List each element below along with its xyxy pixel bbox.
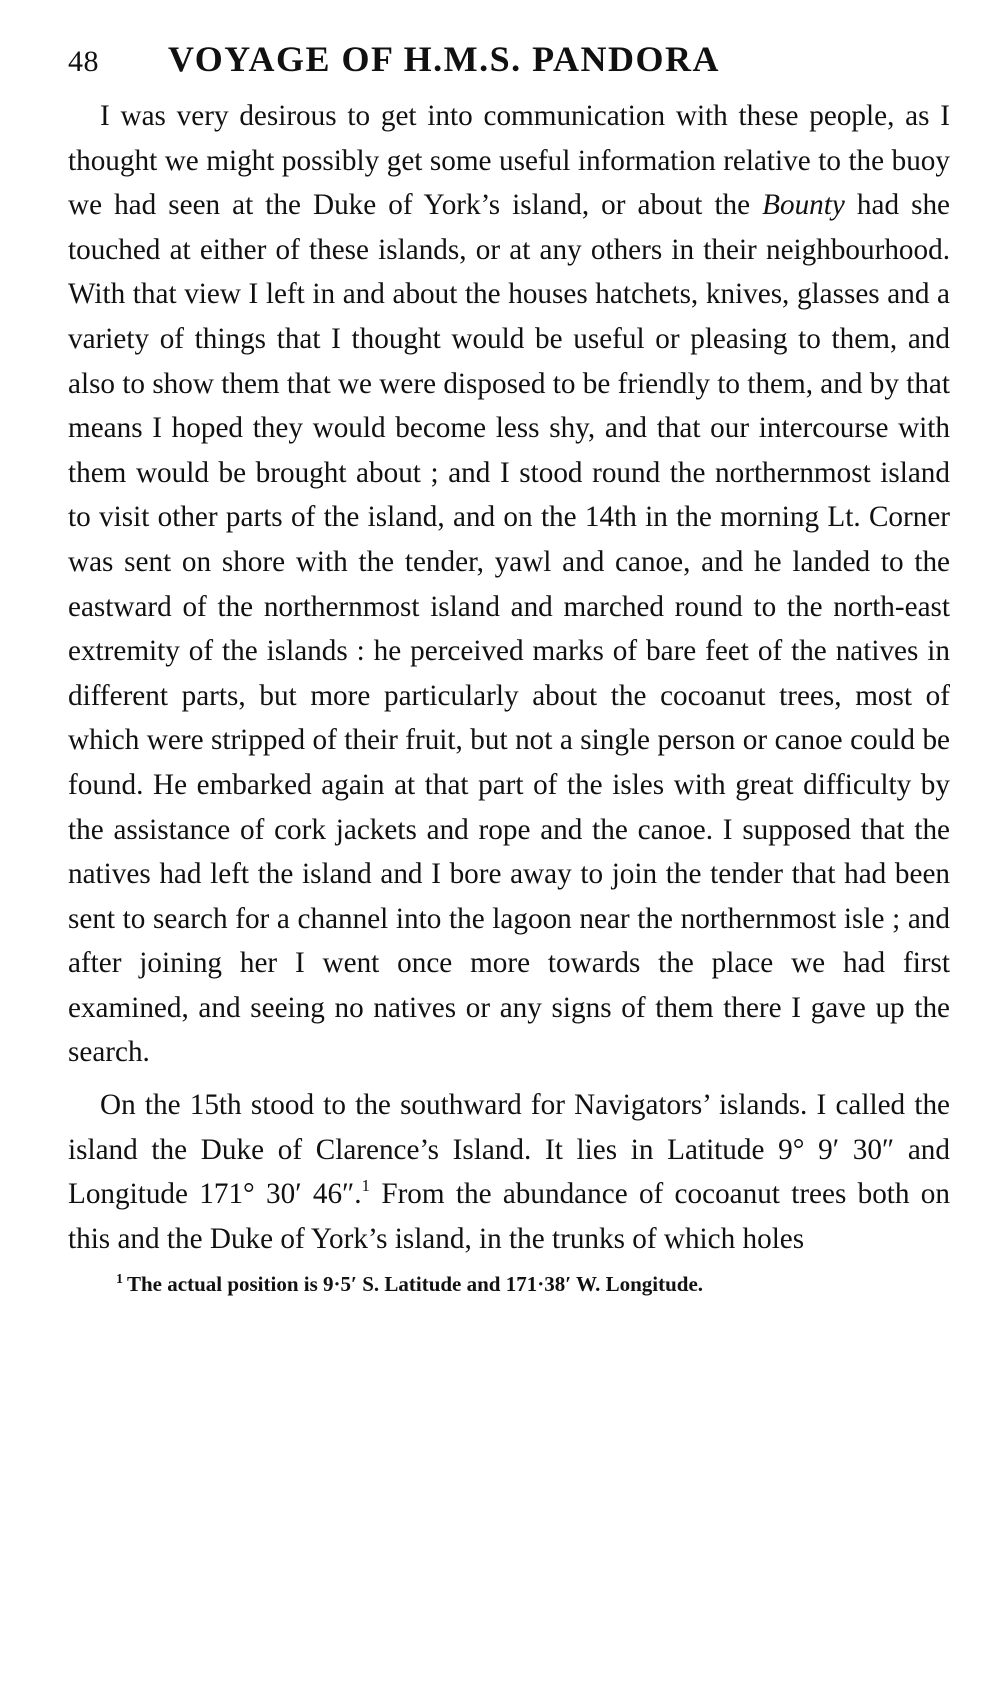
paragraph-2-text-b: From the abundance of cocoanut trees both on this and the Duke of York’s island, in the trunks of which holes [68,1178,950,1255]
paragraph-1-text-b: had she touched at either of these islands, or at any others in their neighbourhood. With that view I left in and about the houses hatchets, knives, glasses and a variety of things that I thought would be useful or pleasing to them, and also to show them that we were disposed to be friendly to them, and by that means I hoped they would become less shy, and that our intercourse with them would be brought about ; and I stood round the northernmost island to visit other parts of the island, and on the 14th in the morning Lt. Corner was sent on shore with the tender, yawl and canoe, and he landed to the eastward of the northernmost island and marched round to the north-east extremity of the islands : he perceived marks of bare feet of the natives in different parts, but more particularly about the cocoanut trees, most of which were stripped of their fruit, but not a single person or canoe could be found. He embarked again at that part of the isles with great difficulty by the assistance of cork jackets and rope and the canoe. I supposed that the natives had left the island and I bore away to join the tender that had been sent to search for a channel into the lagoon near the northernmost isle ; and after joining her I went once more towards the place we had first examined, and seeing no natives or any signs of them there I gave up the search. [68,189,950,1069]
footnote-marker: 1 [116,1272,123,1288]
footnote-text: The actual position is 9·5′ S. Latitude and 171·38′ W. Longitude. [127,1272,704,1297]
paragraph-2 [68,1083,950,1261]
running-head: VOYAGE OF H.M.S. PANDORA [168,39,720,79]
paragraph-1 [68,94,950,1075]
page-number: 48 [68,45,99,78]
footnote-reference: 1 [361,1175,371,1195]
page-header [68,38,950,90]
body-text [68,94,950,1261]
paragraph-1-text-a: I was very desirous to get into communication with these people, as I thought we might possibly get some useful information relative to the buoy we had seen at the Duke of York’s island, or about the [68,100,950,222]
paragraph-2-text-a: On the 15th stood to the southward for Navigators’ islands. I called the island the Duke of Clarence’s Island. It lies in Latitude 9° 9′ 30″ and Longitude 171° 30′ 46″. [68,1089,950,1211]
ship-name-bounty: Bounty [762,189,845,222]
footnote [68,1269,950,1299]
book-page [68,38,950,1299]
